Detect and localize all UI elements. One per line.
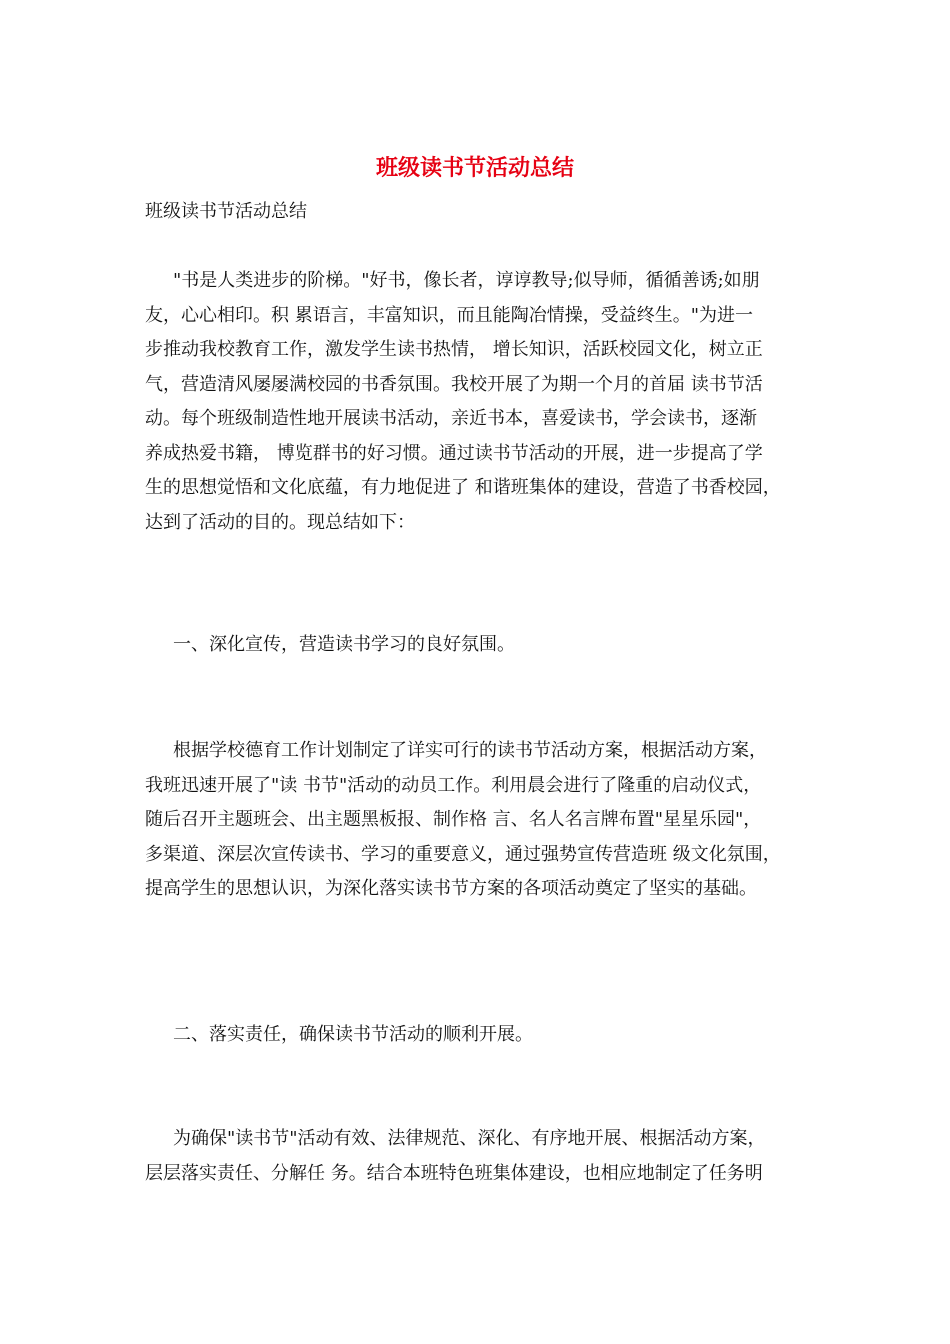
paragraph-line: 气，营造清风屡屡满校园的书香氛围。我校开展了为期一个月的首届 读书节活 [145, 373, 763, 395]
section-heading-1: 一、深化宣传，营造读书学习的良好氛围。 [173, 634, 515, 655]
document-subtitle: 班级读书节活动总结 [145, 201, 307, 222]
paragraph-line: 随后召开主题班会、出主题黑板报、制作格 言、名人名言牌布置"星星乐园"， [145, 809, 762, 830]
paragraph-line: 层层落实责任、分解任 务。结合本班特色班集体建设，也相应地制定了任务明 [145, 1162, 763, 1184]
paragraph-line: 我班迅速开展了"读 书节"活动的动员工作。利用晨会进行了隆重的启动仪式， [145, 774, 762, 796]
paragraph-line: 提高学生的思想认识，为深化落实读书节方案的各项活动奠定了坚实的基础。 [145, 878, 757, 899]
paragraph-line: 生的思想觉悟和文化底蕴，有力地促进了 和谐班集体的建设，营造了书香校园， [145, 477, 781, 498]
paragraph-line: 步推动我校教育工作，激发学生读书热情， 增长知识，活跃校园文化，树立正 [145, 339, 763, 360]
document-title: 班级读书节活动总结 [375, 155, 574, 181]
paragraph-line: 达到了活动的目的。现总结如下： [145, 511, 415, 533]
section-1-paragraph [145, 734, 825, 907]
paragraph-line: 根据学校德育工作计划制定了详实可行的读书节活动方案，根据活动方案， [173, 740, 767, 761]
intro-paragraph [145, 264, 825, 540]
paragraph-line: 友，心心相印。积 累语言，丰富知识，而且能陶冶情操，受益终生。"为进一 [145, 304, 753, 326]
section-heading-2: 二、落实责任，确保读书节活动的顺利开展。 [173, 1024, 533, 1045]
paragraph-line: 为确保"读书节"活动有效、法律规范、深化、有序地开展、根据活动方案， [173, 1128, 766, 1149]
paragraph-line: 多渠道、深层次宣传读书、学习的重要意义，通过强势宣传营造班 级文化氛围， [145, 843, 781, 865]
paragraph-line: 动。每个班级制造性地开展读书活动，亲近书本，喜爱读书，学会读书，逐渐 [145, 408, 757, 429]
section-2-paragraph [145, 1122, 825, 1191]
paragraph-line: 养成热爱书籍， 博览群书的好习惯。通过读书节活动的开展，进一步提高了学 [145, 442, 763, 464]
paragraph-line: "书是人类进步的阶梯。"好书，像长者，谆谆教导;似导师，循循善诱;如朋 [173, 270, 760, 291]
